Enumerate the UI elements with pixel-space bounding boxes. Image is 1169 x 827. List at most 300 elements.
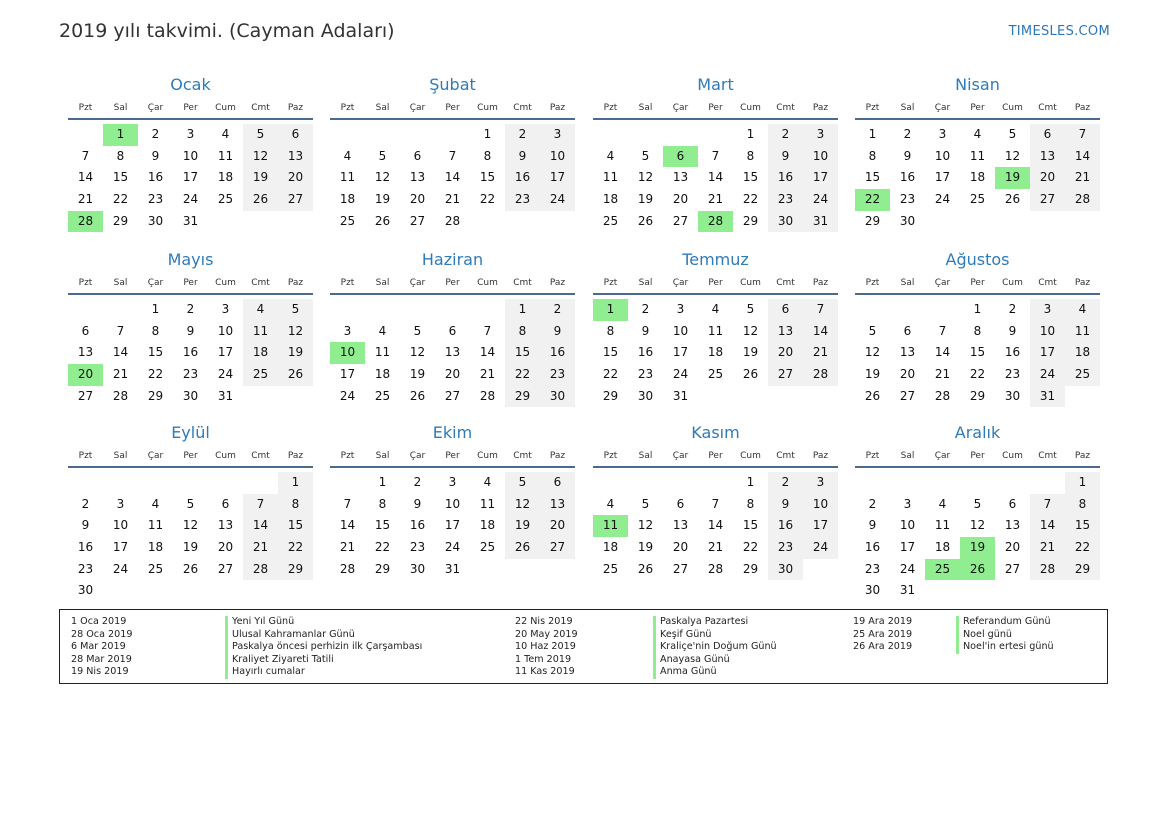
day-cell: 4 bbox=[343, 148, 352, 163]
legend-names-col-2 bbox=[653, 616, 777, 679]
empty-cell bbox=[330, 124, 365, 146]
empty-cell bbox=[663, 472, 698, 494]
weekday-label: Paz bbox=[287, 103, 304, 113]
day-cell: 31 bbox=[217, 388, 234, 403]
weekday-label: Cmt bbox=[776, 451, 795, 461]
day-cell: 8 bbox=[378, 496, 387, 511]
day-cell: 22 bbox=[147, 367, 164, 382]
day-cell: 7 bbox=[448, 148, 457, 163]
empty-cell bbox=[68, 472, 103, 494]
weekday-label: Çar bbox=[934, 278, 951, 288]
day-cell: 19 bbox=[864, 367, 881, 382]
day-cell: 27 bbox=[672, 213, 689, 228]
day-cell: 27 bbox=[1030, 189, 1065, 211]
weekday-label: Çar bbox=[147, 451, 164, 461]
empty-cell bbox=[68, 124, 103, 146]
day-cell: 8 bbox=[505, 321, 540, 343]
weekday-label: Sal bbox=[375, 103, 390, 113]
day-cell: 2 bbox=[81, 496, 90, 511]
legend-holiday-name: Hayırlı cumalar bbox=[232, 666, 305, 678]
holiday-day-cell: 25 bbox=[925, 559, 960, 581]
day-cell: 30 bbox=[899, 213, 916, 228]
day-cell: 16 bbox=[899, 170, 916, 185]
day-cell: 8 bbox=[1065, 494, 1100, 516]
legend-names-col-1 bbox=[225, 616, 422, 679]
day-cell: 2 bbox=[641, 302, 650, 316]
weekday-label: Çar bbox=[409, 103, 426, 113]
day-cell: 11 bbox=[243, 321, 278, 343]
empty-cell bbox=[890, 299, 925, 321]
empty-cell bbox=[400, 124, 435, 146]
legend-date: 26 Ara 2019 bbox=[853, 641, 913, 653]
day-cell: 27 bbox=[409, 213, 426, 228]
day-cell: 21 bbox=[479, 367, 496, 382]
month-calendar bbox=[330, 74, 575, 232]
day-cell: 25 bbox=[707, 367, 724, 382]
empty-cell bbox=[628, 472, 663, 494]
day-cell: 17 bbox=[112, 540, 129, 555]
day-cell: 14 bbox=[707, 170, 724, 185]
day-cell: 10 bbox=[899, 518, 916, 533]
day-cell: 28 bbox=[1065, 189, 1100, 211]
legend-date: 10 Haz 2019 bbox=[515, 641, 576, 653]
legend-date: 1 Oca 2019 bbox=[71, 616, 127, 627]
brand-link[interactable]: TIMESLES.COM bbox=[1008, 24, 1110, 39]
legend-dates-col-2 bbox=[515, 616, 578, 679]
day-cell: 5 bbox=[641, 148, 650, 163]
weekday-label: Sal bbox=[900, 278, 915, 288]
day-cell: 23 bbox=[77, 561, 94, 576]
day-cell: 6 bbox=[540, 472, 575, 494]
day-cell: 9 bbox=[903, 148, 912, 163]
weekday-label: Paz bbox=[812, 278, 829, 288]
day-cell: 11 bbox=[707, 323, 724, 338]
legend-dates-col-3 bbox=[853, 616, 912, 654]
day-cell: 27 bbox=[278, 189, 313, 211]
day-cell: 20 bbox=[540, 515, 575, 537]
day-cell: 6 bbox=[413, 148, 422, 163]
day-cell: 24 bbox=[444, 540, 461, 555]
page-title: 2019 yılı takvimi. (Cayman Adaları) bbox=[59, 20, 395, 42]
weekday-label: Çar bbox=[672, 278, 689, 288]
day-cell: 19 bbox=[278, 342, 313, 364]
day-cell: 29 bbox=[505, 386, 540, 408]
month-calendar bbox=[330, 249, 575, 407]
legend-holiday-name: Yeni Yıl Günü bbox=[232, 616, 295, 627]
month-name: Şubat bbox=[429, 75, 476, 94]
month-name: Haziran bbox=[421, 250, 484, 269]
day-cell: 2 bbox=[1008, 302, 1017, 316]
day-cell: 3 bbox=[221, 302, 230, 316]
weekday-label: Paz bbox=[812, 103, 829, 113]
day-cell: 16 bbox=[77, 540, 94, 555]
day-cell: 7 bbox=[1030, 494, 1065, 516]
day-cell: 2 bbox=[768, 472, 803, 494]
day-cell: 20 bbox=[217, 540, 234, 555]
day-cell: 31 bbox=[803, 211, 838, 233]
day-cell: 11 bbox=[934, 518, 951, 533]
day-cell: 1 bbox=[151, 302, 160, 316]
day-cell: 24 bbox=[934, 192, 951, 207]
month-name: Temmuz bbox=[682, 250, 749, 269]
day-cell: 13 bbox=[899, 345, 916, 360]
day-cell: 31 bbox=[444, 561, 461, 576]
weekday-label: Cum bbox=[740, 103, 761, 113]
day-cell: 8 bbox=[278, 494, 313, 516]
day-cell: 21 bbox=[1030, 537, 1065, 559]
month-calendar bbox=[68, 249, 313, 407]
day-cell: 16 bbox=[147, 170, 164, 185]
weekday-label: Cmt bbox=[251, 451, 270, 461]
month-calendar bbox=[68, 74, 313, 232]
day-cell: 2 bbox=[151, 127, 160, 141]
weekday-header bbox=[855, 98, 1100, 120]
day-cell: 2 bbox=[413, 475, 422, 489]
month-name: Ekim bbox=[432, 423, 473, 442]
holiday-day-cell: 19 bbox=[960, 537, 995, 559]
day-cell: 7 bbox=[1065, 124, 1100, 146]
day-cell: 21 bbox=[934, 367, 951, 382]
day-cell: 25 bbox=[969, 192, 986, 207]
empty-cell bbox=[435, 124, 470, 146]
day-cell: 14 bbox=[112, 345, 129, 360]
month-name: Nisan bbox=[955, 75, 1000, 94]
empty-cell bbox=[1030, 472, 1065, 494]
day-cell: 1 bbox=[1065, 472, 1100, 494]
weekday-label: Cum bbox=[740, 451, 761, 461]
day-cell: 24 bbox=[339, 388, 356, 403]
weekday-header bbox=[593, 273, 838, 295]
day-cell: 18 bbox=[147, 540, 164, 555]
weekday-label: Çar bbox=[147, 103, 164, 113]
weekday-label: Çar bbox=[147, 278, 164, 288]
weekday-label: Per bbox=[445, 278, 460, 288]
holiday-day-cell: 10 bbox=[330, 342, 365, 364]
day-cell: 7 bbox=[483, 323, 492, 338]
legend-dates-col-1 bbox=[71, 616, 132, 679]
legend-holiday-name: Kraliçe'nin Doğum Günü bbox=[660, 641, 777, 653]
empty-cell bbox=[68, 299, 103, 321]
day-cell: 18 bbox=[374, 367, 391, 382]
day-cell: 15 bbox=[742, 518, 759, 533]
weekday-header bbox=[68, 273, 313, 295]
day-cell: 17 bbox=[339, 367, 356, 382]
day-cell: 22 bbox=[112, 192, 129, 207]
day-cell: 3 bbox=[448, 475, 457, 489]
weekday-label: Cum bbox=[477, 451, 498, 461]
weekday-label: Cum bbox=[1002, 103, 1023, 113]
day-cell: 27 bbox=[217, 561, 234, 576]
day-cell: 12 bbox=[182, 518, 199, 533]
legend-names-col-3 bbox=[956, 616, 1054, 654]
empty-cell bbox=[243, 472, 278, 494]
day-cell: 30 bbox=[864, 583, 881, 598]
weekday-label: Pzt bbox=[603, 103, 618, 113]
empty-cell bbox=[855, 299, 890, 321]
day-cell: 28 bbox=[803, 364, 838, 386]
day-cell: 30 bbox=[77, 583, 94, 598]
holiday-day-cell: 28 bbox=[698, 211, 733, 233]
day-cell: 15 bbox=[374, 518, 391, 533]
day-cell: 1 bbox=[868, 127, 877, 141]
day-cell: 6 bbox=[903, 323, 912, 338]
legend-holiday-name: Noel'in ertesi günü bbox=[963, 641, 1054, 653]
weekday-label: Paz bbox=[549, 278, 566, 288]
weekday-label: Per bbox=[183, 451, 198, 461]
legend-holiday-name: Referandum Günü bbox=[963, 616, 1051, 627]
day-cell: 14 bbox=[479, 345, 496, 360]
weekday-label: Paz bbox=[287, 278, 304, 288]
weekday-label: Cum bbox=[1002, 278, 1023, 288]
day-cell: 17 bbox=[540, 167, 575, 189]
weekday-label: Cmt bbox=[1038, 451, 1057, 461]
day-cell: 2 bbox=[505, 124, 540, 146]
day-cell: 4 bbox=[151, 496, 160, 511]
day-cell: 6 bbox=[768, 299, 803, 321]
day-cell: 16 bbox=[182, 345, 199, 360]
day-cell: 10 bbox=[803, 494, 838, 516]
day-cell: 22 bbox=[374, 540, 391, 555]
day-cell: 13 bbox=[444, 345, 461, 360]
day-cell: 16 bbox=[864, 540, 881, 555]
day-cell: 8 bbox=[151, 323, 160, 338]
month-calendar bbox=[593, 249, 838, 407]
day-cell: 22 bbox=[1065, 537, 1100, 559]
weekday-label: Çar bbox=[409, 278, 426, 288]
day-cell: 21 bbox=[707, 192, 724, 207]
weekday-label: Per bbox=[708, 278, 723, 288]
day-cell: 15 bbox=[278, 515, 313, 537]
day-cell: 4 bbox=[938, 496, 947, 511]
weekday-label: Per bbox=[708, 103, 723, 113]
legend-holiday-name: Anma Günü bbox=[660, 666, 717, 678]
day-cell: 8 bbox=[116, 148, 125, 163]
day-cell: 5 bbox=[973, 496, 982, 511]
day-cell: 29 bbox=[969, 388, 986, 403]
day-cell: 23 bbox=[182, 367, 199, 382]
day-cell: 13 bbox=[1004, 518, 1021, 533]
day-cell: 26 bbox=[278, 364, 313, 386]
weekday-label: Sal bbox=[113, 278, 128, 288]
weekday-label: Paz bbox=[812, 451, 829, 461]
weekday-label: Paz bbox=[1074, 103, 1091, 113]
day-grid bbox=[68, 299, 313, 407]
day-cell: 24 bbox=[540, 189, 575, 211]
weekday-label: Cum bbox=[1002, 451, 1023, 461]
day-cell: 10 bbox=[182, 148, 199, 163]
legend-date: 19 Nis 2019 bbox=[71, 666, 129, 678]
weekday-label: Cum bbox=[740, 278, 761, 288]
day-cell: 7 bbox=[711, 496, 720, 511]
empty-cell bbox=[663, 124, 698, 146]
day-cell: 12 bbox=[243, 146, 278, 168]
day-cell: 1 bbox=[973, 302, 982, 316]
day-cell: 7 bbox=[343, 496, 352, 511]
month-calendar bbox=[330, 422, 575, 580]
day-cell: 1 bbox=[505, 299, 540, 321]
day-cell: 11 bbox=[147, 518, 164, 533]
day-cell: 16 bbox=[505, 167, 540, 189]
day-cell: 21 bbox=[444, 192, 461, 207]
day-cell: 1 bbox=[746, 475, 755, 489]
day-cell: 11 bbox=[1065, 321, 1100, 343]
day-cell: 15 bbox=[602, 345, 619, 360]
day-cell: 11 bbox=[217, 148, 234, 163]
weekday-label: Pzt bbox=[340, 103, 355, 113]
weekday-label: Pzt bbox=[78, 103, 93, 113]
day-cell: 18 bbox=[479, 518, 496, 533]
day-cell: 28 bbox=[707, 561, 724, 576]
day-cell: 4 bbox=[483, 475, 492, 489]
day-cell: 26 bbox=[182, 561, 199, 576]
day-cell: 19 bbox=[505, 515, 540, 537]
day-cell: 2 bbox=[903, 127, 912, 141]
day-cell: 18 bbox=[243, 342, 278, 364]
empty-cell bbox=[330, 299, 365, 321]
day-cell: 18 bbox=[602, 540, 619, 555]
weekday-header bbox=[330, 446, 575, 468]
day-cell: 25 bbox=[374, 388, 391, 403]
day-cell: 17 bbox=[803, 167, 838, 189]
weekday-label: Sal bbox=[638, 278, 653, 288]
day-cell: 3 bbox=[938, 127, 947, 141]
day-cell: 25 bbox=[147, 561, 164, 576]
weekday-label: Per bbox=[708, 451, 723, 461]
day-cell: 28 bbox=[339, 561, 356, 576]
day-cell: 2 bbox=[186, 302, 195, 316]
weekday-label: Cum bbox=[215, 278, 236, 288]
day-cell: 3 bbox=[116, 496, 125, 511]
day-cell: 14 bbox=[934, 345, 951, 360]
holiday-day-cell: 19 bbox=[995, 167, 1030, 189]
legend-date: 20 May 2019 bbox=[515, 628, 578, 640]
day-cell: 17 bbox=[934, 170, 951, 185]
day-grid bbox=[593, 299, 838, 407]
day-cell: 21 bbox=[112, 367, 129, 382]
empty-cell bbox=[698, 472, 733, 494]
day-cell: 12 bbox=[278, 321, 313, 343]
month-calendar bbox=[593, 422, 838, 580]
empty-cell bbox=[103, 472, 138, 494]
legend-date: 11 Kas 2019 bbox=[515, 666, 575, 678]
day-cell: 27 bbox=[77, 388, 94, 403]
day-cell: 24 bbox=[672, 367, 689, 382]
day-grid bbox=[593, 124, 838, 232]
day-cell: 28 bbox=[479, 388, 496, 403]
day-cell: 14 bbox=[707, 518, 724, 533]
weekday-label: Paz bbox=[287, 451, 304, 461]
day-cell: 14 bbox=[77, 170, 94, 185]
day-cell: 5 bbox=[243, 124, 278, 146]
day-cell: 29 bbox=[742, 561, 759, 576]
empty-cell bbox=[593, 472, 628, 494]
day-cell: 15 bbox=[147, 345, 164, 360]
day-cell: 4 bbox=[221, 127, 230, 141]
weekday-label: Sal bbox=[375, 451, 390, 461]
holiday-day-cell: 11 bbox=[593, 515, 628, 537]
weekday-label: Cmt bbox=[776, 278, 795, 288]
day-cell: 17 bbox=[217, 345, 234, 360]
day-cell: 6 bbox=[1008, 496, 1017, 511]
day-cell: 20 bbox=[672, 192, 689, 207]
day-cell: 5 bbox=[378, 148, 387, 163]
day-cell: 11 bbox=[969, 148, 986, 163]
day-cell: 15 bbox=[742, 170, 759, 185]
day-cell: 19 bbox=[243, 167, 278, 189]
weekday-label: Cum bbox=[477, 103, 498, 113]
legend-date: 28 Oca 2019 bbox=[71, 628, 133, 640]
day-cell: 8 bbox=[483, 148, 492, 163]
day-cell: 1 bbox=[483, 127, 492, 141]
day-cell: 29 bbox=[112, 213, 129, 228]
weekday-label: Cmt bbox=[251, 103, 270, 113]
weekday-label: Per bbox=[183, 103, 198, 113]
legend-holiday-name: Paskalya Pazartesi bbox=[660, 616, 749, 627]
day-cell: 27 bbox=[899, 388, 916, 403]
day-cell: 14 bbox=[1065, 146, 1100, 168]
day-cell: 24 bbox=[899, 561, 916, 576]
weekday-label: Paz bbox=[1074, 451, 1091, 461]
weekday-label: Cmt bbox=[251, 278, 270, 288]
day-grid bbox=[330, 472, 575, 580]
day-cell: 5 bbox=[641, 496, 650, 511]
day-cell: 14 bbox=[339, 518, 356, 533]
day-cell: 27 bbox=[444, 388, 461, 403]
weekday-label: Per bbox=[183, 278, 198, 288]
empty-cell bbox=[138, 472, 173, 494]
day-cell: 17 bbox=[672, 345, 689, 360]
day-cell: 21 bbox=[803, 342, 838, 364]
weekday-label: Pzt bbox=[340, 451, 355, 461]
day-cell: 30 bbox=[147, 213, 164, 228]
day-cell: 27 bbox=[768, 364, 803, 386]
weekday-label: Per bbox=[445, 451, 460, 461]
weekday-header bbox=[593, 446, 838, 468]
day-cell: 23 bbox=[768, 537, 803, 559]
weekday-label: Pzt bbox=[78, 451, 93, 461]
weekday-label: Çar bbox=[672, 103, 689, 113]
legend-date: 22 Nis 2019 bbox=[515, 616, 573, 627]
day-cell: 28 bbox=[934, 388, 951, 403]
day-cell: 22 bbox=[602, 367, 619, 382]
day-cell: 10 bbox=[444, 496, 461, 511]
day-cell: 23 bbox=[768, 189, 803, 211]
day-cell: 23 bbox=[637, 367, 654, 382]
day-cell: 30 bbox=[768, 211, 803, 233]
day-cell: 17 bbox=[803, 515, 838, 537]
day-cell: 10 bbox=[1030, 321, 1065, 343]
empty-cell bbox=[593, 124, 628, 146]
day-cell: 3 bbox=[676, 302, 685, 316]
month-name: Mayıs bbox=[167, 250, 214, 269]
day-cell: 29 bbox=[602, 388, 619, 403]
day-cell: 18 bbox=[1065, 342, 1100, 364]
day-cell: 9 bbox=[151, 148, 160, 163]
day-cell: 20 bbox=[672, 540, 689, 555]
day-cell: 10 bbox=[672, 323, 689, 338]
empty-cell bbox=[855, 472, 890, 494]
day-cell: 17 bbox=[1030, 342, 1065, 364]
day-cell: 5 bbox=[186, 496, 195, 511]
day-cell: 27 bbox=[672, 561, 689, 576]
day-cell: 26 bbox=[637, 561, 654, 576]
weekday-label: Sal bbox=[113, 103, 128, 113]
day-cell: 23 bbox=[147, 192, 164, 207]
day-cell: 12 bbox=[742, 323, 759, 338]
day-cell: 21 bbox=[707, 540, 724, 555]
weekday-label: Sal bbox=[900, 451, 915, 461]
day-cell: 30 bbox=[540, 386, 575, 408]
